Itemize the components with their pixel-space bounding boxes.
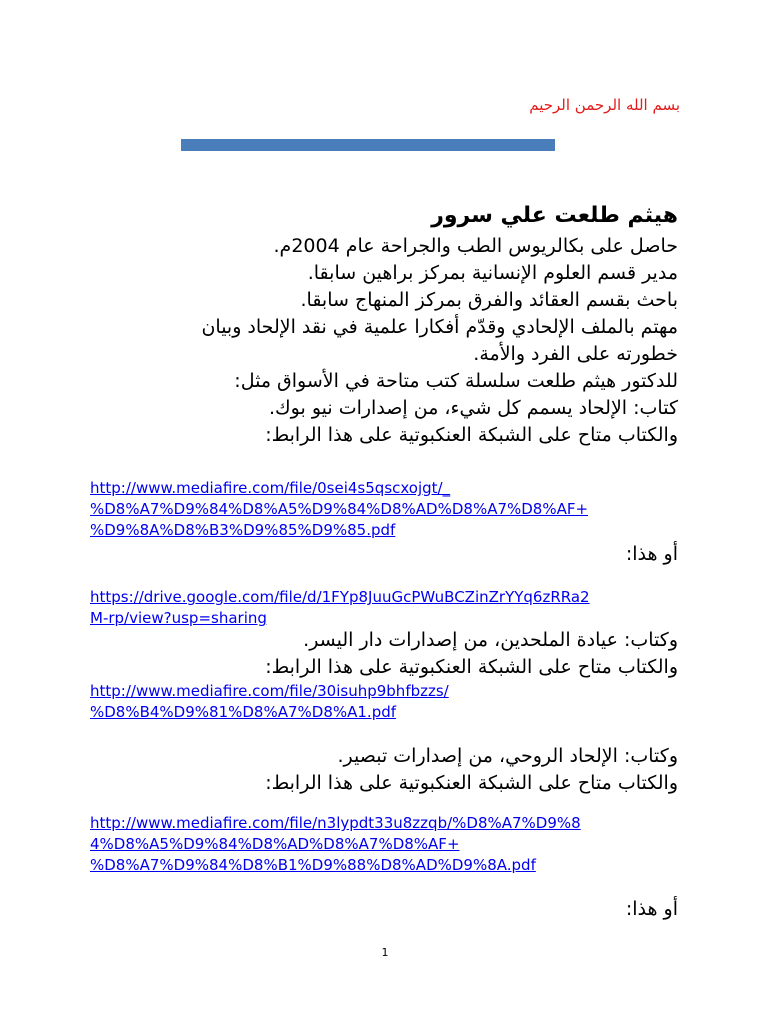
link-line: 4%D8%A5%D9%84%D8%AD%D8%A7%D8%AF+ [90,835,460,853]
or-label-2 [78,896,678,923]
basmala-heading: بسم الله الرحمن الرحيم [529,96,680,114]
or-text: أو هذا: [625,543,678,565]
book3-line: والكتاب متاح على الشبكة العنكبوتية على هذا الرابط: [265,772,678,794]
or-label-1 [78,541,678,568]
bio-line: باحث بقسم العقائد والفرق بمركز المنهاج سابقا. [300,289,678,311]
link-line: %D8%B4%D9%81%D8%A7%D8%A1.pdf [90,703,397,721]
bio-line: حاصل على بكالريوس الطب والجراحة عام 2004م. [273,235,678,257]
link-line: M-rp/view?usp=sharing [90,609,267,627]
book2-line: والكتاب متاح على الشبكة العنكبوتية على هذا الرابط: [265,656,678,678]
book3-link-block [90,813,690,876]
decorative-divider-bar [181,139,555,151]
book1-download-link[interactable] [90,478,690,541]
link-line: https://drive.google.com/file/d/1FYp8JuuGcPWuBCZinZrYYq6zRRa2 [90,588,590,606]
link-line: %D8%A7%D9%84%D8%A5%D9%84%D8%AD%D8%A7%D8%AF+ [90,500,589,518]
book3-description [78,743,678,797]
or-text: أو هذا: [625,898,678,920]
link-line: %D8%A7%D9%84%D8%B1%D9%88%D8%AD%D9%8A.pdf [90,856,536,874]
book1-alt-download-link[interactable] [90,587,690,629]
book1-link-block [90,478,690,541]
book1-alt-link-block [90,587,690,629]
author-name-heading: هيثم طلعت علي سرور [431,203,678,228]
bio-line: خطورته على الفرد والأمة. [473,343,678,365]
link-line: %D9%8A%D8%B3%D9%85%D9%85.pdf [90,521,396,539]
book2-link-block [90,681,690,723]
book2-download-link[interactable] [90,681,690,723]
bio-line: والكتاب متاح على الشبكة العنكبوتية على هذا الرابط: [265,424,678,446]
bio-line: مهتم بالملف الإلحادي وقدّم أفكارا علمية في نقد الإلحاد وبيان [201,316,678,338]
book3-download-link[interactable] [90,813,690,876]
bio-line: كتاب: الإلحاد يسمم كل شيء، من إصدارات نيو بوك. [268,397,678,419]
book2-description [78,627,678,681]
bio-line: للدكتور هيثم طلعت سلسلة كتب متاحة في الأسواق مثل: [234,370,678,392]
author-bio [88,233,678,449]
link-line: http://www.mediafire.com/file/0sei4s5qscxojgt/_ [90,479,451,497]
page-number: 1 [381,946,389,959]
link-line: http://www.mediafire.com/file/30isuhp9bhfbzzs/ [90,682,449,700]
book2-line: وكتاب: عيادة الملحدين، من إصدارات دار اليسر. [303,629,678,651]
bio-line: مدير قسم العلوم الإنسانية بمركز براهين سابقا. [307,262,678,284]
book3-line: وكتاب: الإلحاد الروحي، من إصدارات تبصير. [337,745,678,767]
link-line: http://www.mediafire.com/file/n3lypdt33u8zzqb/%D8%A7%D9%8 [90,814,581,832]
